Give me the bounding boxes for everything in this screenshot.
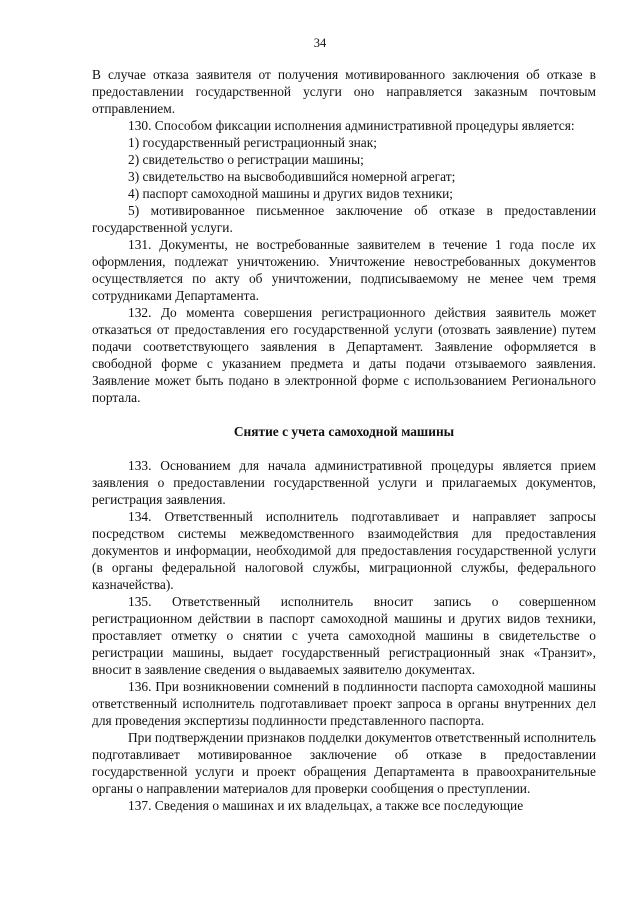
paragraph-137: 137. Сведения о машинах и их владельцах, а также все последующие: [128, 798, 524, 813]
paragraph-135: 135. Ответственный исполнитель вносит запись о совершенном регистрационном действии в паспорт самоходной машины и других видов техники, проставляет отметку о снятии с учета самоходной машины в свидетельстве о регистрации машины, выдает государственный регистрационный знак «Транзит», вносит в заявление сведения о выдаваемых заявителю документах.: [92, 594, 596, 677]
list-130: [92, 134, 596, 236]
page-number: 34: [313, 36, 327, 50]
list-item: 2) свидетельство о регистрации машины;: [128, 152, 364, 167]
paragraph-136-forgery: При подтверждении признаков подделки документов ответственный исполнитель подготавливает мотивированное заключение об отказе в предоставлении государственной услуги и проект обращения Департамента в правоохранительные органы о направлении материалов для проверки сообщения о преступлении.: [92, 730, 596, 796]
paragraph-134: 134. Ответственный исполнитель подготавливает и направляет запросы посредством системы межведомственного взаимодействия для предоставления документов и информации, необходимой для предоставления государственной услуги (в органы федеральной налоговой службы, миграционной службы, федерального казначейства).: [92, 509, 596, 592]
paragraph-136: 136. При возникновении сомнений в подлинности паспорта самоходной машины ответственный исполнитель подготавливает проект запроса в органы внутренних дел для проведения экспертизы подлинности представленного паспорта.: [92, 679, 596, 728]
list-item: 4) паспорт самоходной машины и других видов техники;: [128, 186, 453, 201]
paragraph-133: 133. Основанием для начала административной процедуры является прием заявления о предоставлении государственной услуги и прилагаемых документов, регистрация заявления.: [92, 458, 596, 507]
section-heading: Снятие с учета самоходной машины: [233, 424, 455, 439]
list-item: 1) государственный регистрационный знак;: [128, 135, 377, 150]
paragraph-131: 131. Документы, не востребованные заявителем в течение 1 года после их оформления, подлежат уничтожению. Уничтожение невостребованных документов осуществляется по акту об уничтожении, подписываемому не менее чем тремя сотрудниками Департамента.: [92, 237, 596, 303]
list-item: 3) свидетельство на высвободившийся номерной агрегат;: [128, 169, 456, 184]
document-body: [92, 66, 596, 814]
paragraph-refusal-notice: В случае отказа заявителя от получения мотивированного заключения об отказе в предоставлении государственной услуги оно направляется заказным почтовым отправлением.: [92, 67, 596, 116]
list-item: 5) мотивированное письменное заключение об отказе в предоставлении государственной услуги.: [92, 203, 596, 235]
paragraph-130: 130. Способом фиксации исполнения административной процедуры является:: [128, 118, 575, 133]
paragraph-132: 132. До момента совершения регистрационного действия заявитель может отказаться от предоставления его государственной услуги (отозвать заявление) путем подачи соответствующего заявления в Департамент. Заявление оформляется в свободной форме с указанием предмета и даты подачи отзываемого заявления. Заявление может быть подано в электронной форме с использованием Регионального портала.: [92, 305, 596, 405]
